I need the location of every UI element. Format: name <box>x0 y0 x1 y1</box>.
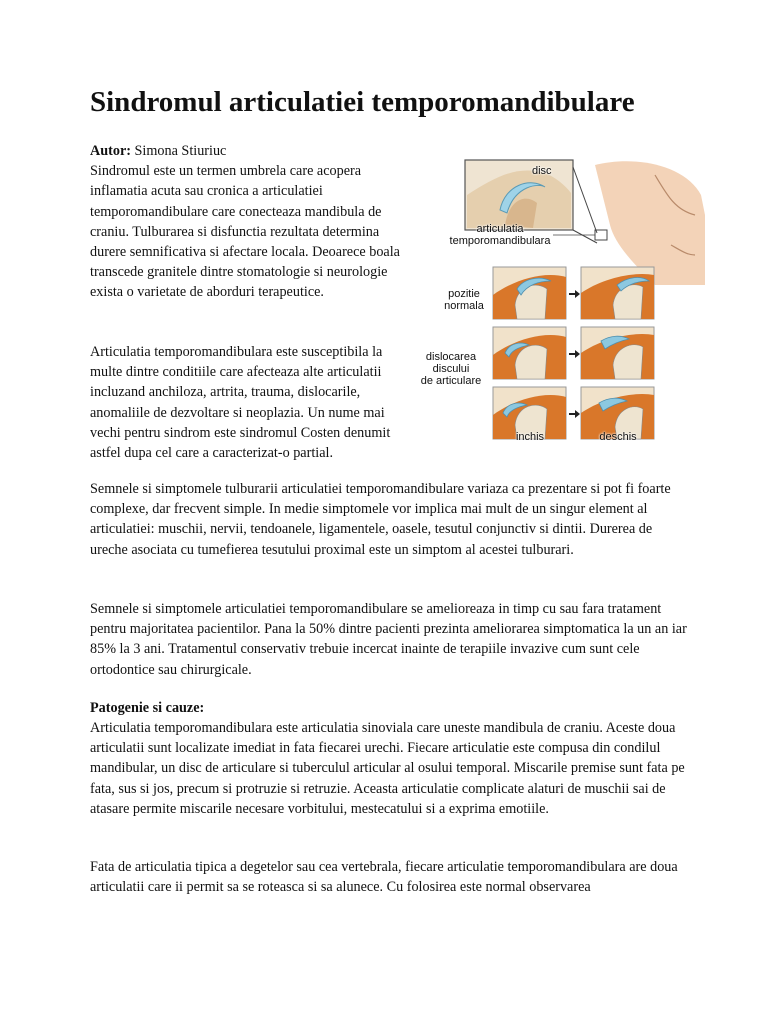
label-disloc-line-2: discului <box>432 363 470 375</box>
label-closed: inchis <box>515 431 545 443</box>
label-open: deschis <box>599 431 637 443</box>
intro-block <box>90 141 410 303</box>
panel-normal-closed <box>493 267 566 319</box>
label-joint-line-2: temporomandibulara <box>449 235 551 247</box>
label-disc: disc <box>532 165 552 177</box>
label-joint <box>445 223 555 247</box>
author-line <box>90 141 410 161</box>
label-disloc-line-3: de articulare <box>420 375 482 387</box>
panel-normal-open <box>581 267 654 319</box>
arrows <box>569 290 580 418</box>
label-normal-line-2: normala <box>444 300 484 312</box>
paragraph-joint-types: Fata de articulatia tipica a degetelor sau cea vertebrala, fiecare articulatie temporomandibulara are doua articulatii care ii permit sa se roteasca si sa alunece. Cu folosirea este normal observarea <box>90 859 678 896</box>
author-name: Simona Stiuriuc <box>134 143 227 159</box>
paragraph-pathogenesis: Articulatia temporomandibulara este articulatia sinoviala care uneste mandibula de craniu. Aceste doua articulatii sunt localizate imediat in fata fiecarei urechi. Fiecare articulatie este compusa din condilul mandibular, un disc de articulare si tuberculul articular al osului temporal. Miscarile premise sunt fata pe fata, sus si jos, precum si protruzie si retruzie. Aceasta articulatie complicate alaturi de muschii sai de atasare permite miscarile necesare vorbitului, mestecatului si a exprima emotiile. <box>90 720 685 817</box>
inset-pointer-line <box>573 167 597 233</box>
author-label: Autor: <box>90 143 131 159</box>
arrow-right-icon <box>569 350 580 358</box>
label-joint-line-1: articulatia <box>476 223 524 235</box>
label-disloc <box>409 351 493 387</box>
paragraph-symptoms: Semnele si simptomele tulburarii articulatiei temporomandibulare variaza ca prezentare si pot fi foarte complexe, dar frecvent simple. In medie simptomele vor implica mai mult de un singur element al articulatiei: muschii, nervii, tendoanele, ligamentele, oasele, tesutul conjunctiv si dintii. Durerea de ureche asociata cu tumefierea tesutului proximal este un simptom al acestei tulburari. <box>90 481 671 558</box>
arrow-right-icon <box>569 290 580 298</box>
arrow-right-icon <box>569 410 580 418</box>
page-title: Sindromul articulatiei temporomandibulare <box>90 86 635 118</box>
label-disloc-line-1: dislocarea <box>425 351 477 363</box>
label-normal-line-1: pozitie <box>448 288 480 300</box>
panel-disloc-open-1 <box>581 327 654 379</box>
face-profile-shape <box>595 161 705 285</box>
panel-disloc-closed-1 <box>493 327 566 379</box>
inset-pointer-line-2 <box>573 230 597 243</box>
paragraph-conditions: Articulatia temporomandibulara este susceptibila la multe dintre conditiile care afecteaza alte articulatii incluzand anchiloza, artrita, trauma, dislocarile, anomaliile de dezvoltare si neoplazia. Un nume mai vechi pentru sindrom este sindromul Costen denumit astfel dupa cel care a caracterizat-o partial. <box>90 344 391 462</box>
section-heading-text: Patogenie si cauze: <box>90 700 205 716</box>
section-heading <box>90 698 690 718</box>
tmj-illustration <box>405 155 705 447</box>
intro-paragraph: Sindromul este un termen umbrela care acopera inflamatia acuta sau cronica a articulatiei temporomandibulare care conecteaza mandibula de craniu. Tulburarea si disfunctia rezultata determina durere semnificativa si afectare locala. Deoarece boala transcede granitele dintre stomatologie si neurologie exista o varietate de aborduri terapeutice. <box>90 163 400 301</box>
label-normal <box>435 288 493 312</box>
paragraph-treatment: Semnele si simptomele articulatiei temporomandibulare se amelioreaza in timp cu sau fara tratament pentru majoritatea pacientilor. Pana la 50% dintre pacienti prezinta ameliorarea simptomatica la un an iar 85% la 3 ani. Tratamentul conservativ trebuie incercat inainte de terapiile invazive cum sunt cele ortodontice sau chirurgicale. <box>90 601 687 678</box>
